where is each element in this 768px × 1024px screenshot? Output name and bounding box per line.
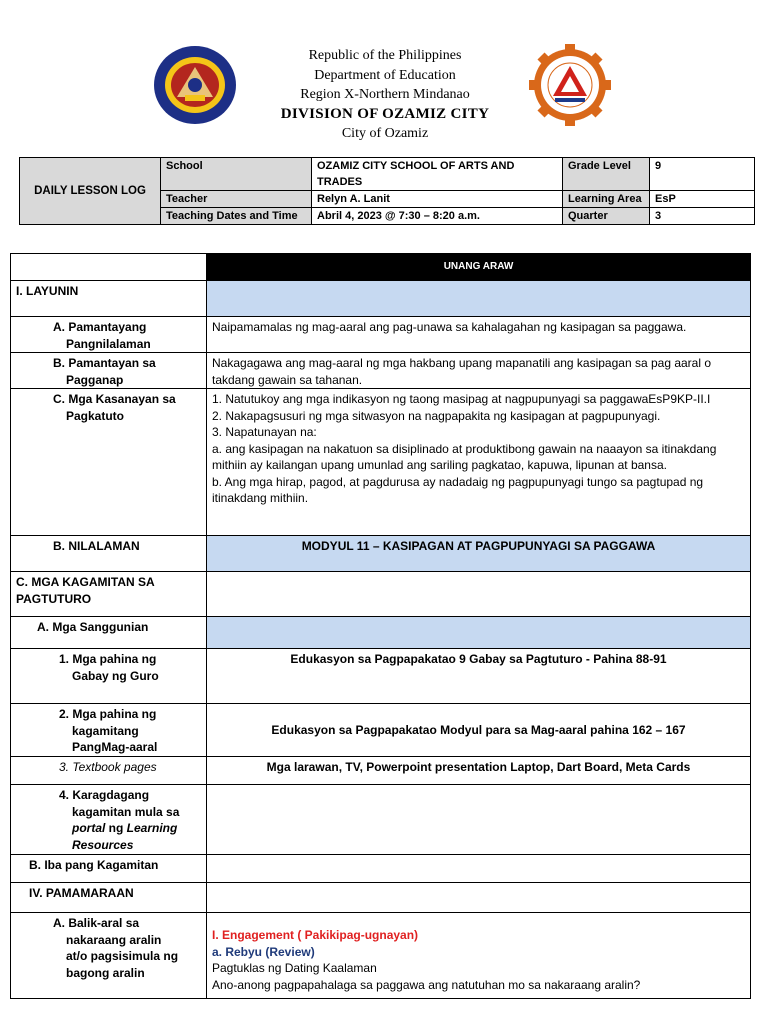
gabay-guro-content: Edukasyon sa Pagpapakatao 9 Gabay sa Pagtuturo - Pahina 88-91 [207, 649, 751, 704]
balik-aral-label [11, 913, 207, 999]
header-line-3: Region X-Northern Mindanao [300, 87, 470, 102]
pagganap-label-2: Pagganap [66, 372, 124, 387]
kagamitan-content [207, 572, 751, 617]
pagganap-label-1: B. Pamantayan sa [53, 356, 156, 370]
layunin-content [207, 281, 751, 317]
area-label: Learning Area [563, 191, 650, 208]
rebyu-heading: a. Rebyu (Review) [212, 944, 315, 959]
iba-label: B. Iba pang Kagamitan [11, 855, 207, 883]
pamantayang-label-2: Pangnilalaman [66, 336, 151, 351]
pamamaraan-content [207, 883, 751, 913]
karagdagang-label-4: Resources [72, 837, 134, 852]
ng-word: ng [105, 821, 127, 835]
pagtuklas-text: Pagtuklas ng Dating Kaalaman [212, 961, 377, 975]
dates-label: Teaching Dates and Time [161, 208, 312, 225]
pangmag-aaral-label-1: 2. Mga pahina ng [59, 707, 157, 721]
sanggunian-content [207, 617, 751, 649]
teacher-value: Relyn A. Lanit [312, 191, 563, 208]
school-gear-seal-icon [527, 42, 613, 128]
nilalaman-label: B. NILALAMAN [11, 536, 207, 572]
school-value: OZAMIZ CITY SCHOOL OF ARTS AND TRADES [312, 158, 563, 191]
kasanayan-label-2: Pagkatuto [66, 408, 125, 423]
engagement-heading: I. Engagement ( Pakikipag-ugnayan) [212, 928, 419, 942]
learning-word: Learning [126, 821, 178, 835]
kasanayan-label [11, 389, 207, 536]
balik-aral-label-1: A. Balik-aral sa [53, 916, 140, 930]
pangmag-aaral-label [11, 704, 207, 757]
balik-aral-label-4: bagong aralin [66, 965, 145, 980]
karagdagang-label-1: 4. Karagdagang [59, 788, 150, 802]
pamantayang-label-1: A. Pamantayang [53, 320, 147, 334]
school-label: School [161, 158, 312, 191]
gabay-guro-label [11, 649, 207, 704]
daily-lesson-log-table [19, 157, 755, 225]
pagganap-label [11, 353, 207, 389]
pangmag-aaral-label-3: PangMag-aaral [72, 740, 158, 754]
day-header: UNANG ARAW [207, 254, 751, 281]
balik-aral-label-3: at/o pagsisimula ng [66, 949, 179, 963]
pamantayang-content: Naipamamalas ng mag-aaral ang pag-unawa sa kahalagahan ng kasipagan sa paggawa. [207, 317, 751, 353]
balik-aral-label-2: nakaraang aralin [66, 932, 162, 947]
kagamitan-label-1: C. MGA KAGAMITAN SA [16, 575, 155, 589]
nilalaman-content: MODYUL 11 – KASIPAGAN AT PAGPUPUNYAGI SA PAGGAWA [207, 536, 751, 572]
kasanayan-content [207, 389, 751, 536]
sanggunian-label: A. Mga Sanggunian [11, 617, 207, 649]
dates-value: Abril 4, 2023 @ 7:30 – 8:20 a.m. [312, 208, 563, 225]
lesson-plan-table [10, 253, 751, 999]
document-header [0, 0, 768, 150]
karagdagang-label-2: kagamitan mula sa [72, 804, 180, 819]
karagdagang-label [11, 785, 207, 855]
kagamitan-label [11, 572, 207, 617]
kasanayan-item-1: 1. Natutukoy ang mga indikasyon ng taong masipag at nagpupunyagi sa paggawaEsP9KP-II.I [212, 392, 711, 406]
area-value: EsP [650, 191, 755, 208]
pamamaraan-label: IV. PAMAMARAAN [11, 883, 207, 913]
quarter-label: Quarter [563, 208, 650, 225]
portal-word: portal [72, 821, 106, 835]
karagdagang-label-3 [59, 820, 201, 837]
pagganap-content: Nakagagawa ang mag-aaral ng mga hakbang upang mapanatili ang kasipagan sa pag aaral o takdang gawain sa tahanan. [207, 353, 751, 389]
textbook-label: 3. Textbook pages [11, 757, 207, 785]
tanong-text: Ano-anong pagpapahalaga sa paggawa ang natutuhan mo sa nakaraang aralin? [212, 977, 641, 992]
textbook-content: Mga larawan, TV, Powerpoint presentation Laptop, Dart Board, Meta Cards [207, 757, 751, 785]
teacher-label: Teacher [161, 191, 312, 208]
header-line-1: Republic of the Philippines [308, 48, 462, 63]
karagdagang-content [207, 785, 751, 855]
grade-value: 9 [650, 158, 755, 191]
iba-content [207, 855, 751, 883]
deped-seal-icon [153, 45, 237, 125]
pangmag-aaral-content: Edukasyon sa Pagpapakatao Modyul para sa Mag-aaral pahina 162 – 167 [207, 704, 751, 757]
dll-title: DAILY LESSON LOG [20, 158, 161, 225]
kasanayan-item-2: 2. Nakapagsusuri ng mga sitwasyon na nagpapakita ng kasipagan at pagpupunyagi. [212, 408, 661, 423]
pangmag-aaral-label-2: kagamitang [72, 723, 139, 738]
balik-aral-content [207, 913, 751, 999]
header-line-2: Department of Education [314, 67, 456, 83]
gabay-guro-label-2: Gabay ng Guro [72, 668, 159, 683]
kasanayan-item-3a: a. ang kasipagan na nakatuon sa disiplinado at produktibong gawain na naaayon sa itinakdang mithiin ay kailangan upang umunlad ang sariling pagkatao, kapuwa, lipunan at bansa. [212, 441, 717, 472]
kasanayan-item-3: 3. Napatunayan na: [212, 425, 317, 439]
header-division: DIVISION OF OZAMIZ CITY [280, 105, 490, 122]
header-blank-cell [11, 254, 207, 281]
kagamitan-label-2: PAGTUTURO [16, 591, 92, 606]
layunin-label: I. LAYUNIN [11, 281, 207, 317]
header-city: City of Ozamiz [341, 126, 429, 141]
gabay-guro-label-1: 1. Mga pahina ng [59, 652, 157, 666]
quarter-value: 3 [650, 208, 755, 225]
pamantayang-label [11, 317, 207, 353]
grade-label: Grade Level [563, 158, 650, 191]
kasanayan-label-1: C. Mga Kasanayan sa [53, 392, 176, 406]
kasanayan-item-3b: b. Ang mga hirap, pagod, at pagdurusa ay nadadaig ng pagpupunyagi tungo sa pagtupad ng itinakdang mithiin. [212, 474, 704, 505]
